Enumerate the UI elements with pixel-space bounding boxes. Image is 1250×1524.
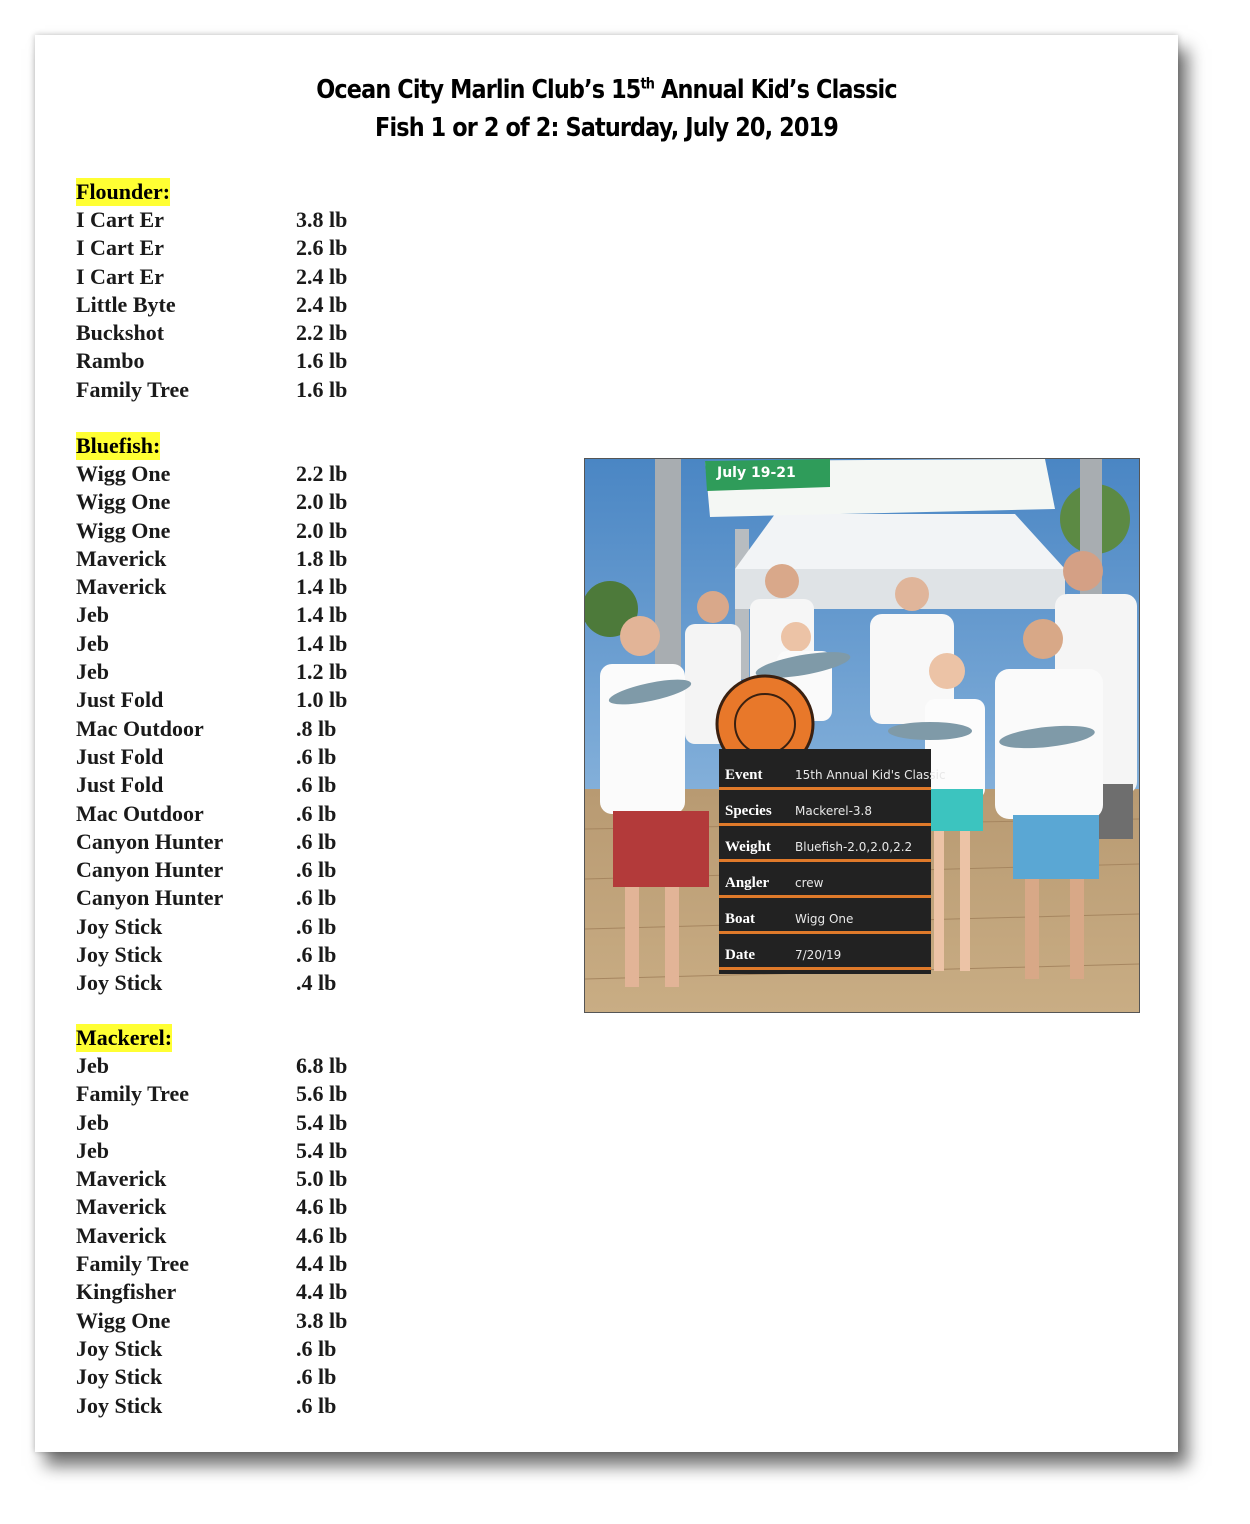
boat-name: Maverick: [76, 1166, 167, 1192]
fish-weight: 5.6 lb: [296, 1081, 348, 1107]
boat-name: Just Fold: [76, 772, 164, 798]
result-row: [76, 234, 347, 262]
board-value: 15th Annual Kid's Classic: [795, 768, 946, 782]
document-page: [35, 35, 1178, 1452]
result-row: [76, 630, 347, 658]
fish-weight: 4.4 lb: [296, 1279, 348, 1305]
boat-name: Joy Stick: [76, 1335, 163, 1361]
result-row: [76, 1052, 347, 1080]
title-line-1: Ocean City Marlin Club’s 15th Annual Kid’s Classic: [316, 74, 897, 105]
boat-name: I Cart Er: [76, 207, 164, 232]
banner-text: July 19-21: [717, 465, 796, 481]
fish-weight: 6.8 lb: [296, 1053, 348, 1078]
fish-weight: 2.6 lb: [296, 235, 348, 261]
result-row: [76, 771, 347, 799]
fish-weight: 5.0 lb: [296, 1166, 348, 1192]
fish-weight: 1.8 lb: [296, 545, 348, 571]
board-value: Mackerel-3.8: [795, 804, 873, 818]
result-row: [76, 1222, 347, 1250]
fish-weight: 1.4 lb: [296, 574, 348, 600]
fish-weight: .6 lb: [296, 800, 337, 826]
fish-weight: 2.4 lb: [296, 263, 348, 289]
fish-weight: 2.0 lb: [296, 489, 348, 515]
fish-weight: .6 lb: [296, 1335, 337, 1361]
result-row: [76, 1278, 347, 1306]
fish-weight: .6 lb: [296, 1392, 337, 1418]
fish-weight: 5.4 lb: [296, 1109, 348, 1135]
fish-weight: .8 lb: [296, 715, 337, 741]
boat-name: Jeb: [76, 630, 109, 656]
boat-name: Joy Stick: [76, 942, 163, 968]
fish-weight: 1.0 lb: [296, 687, 348, 713]
boat-name: Jeb: [76, 1137, 109, 1163]
fish-weight: .6 lb: [296, 1364, 337, 1390]
boat-name: I Cart Er: [76, 263, 164, 289]
fish-weight: .4 lb: [296, 970, 337, 996]
boat-name: Joy Stick: [76, 1364, 163, 1390]
result-row: [76, 800, 347, 828]
fish-weight: 1.4 lb: [296, 602, 348, 628]
board-stripe: [719, 823, 931, 826]
boat-name: Kingfisher: [76, 1279, 177, 1305]
fish-weight: 4.6 lb: [296, 1194, 348, 1220]
board-value: crew: [795, 876, 824, 890]
result-row: [76, 1109, 347, 1137]
board-label: Event: [725, 767, 763, 783]
board-label: Date: [725, 947, 755, 963]
boat-name: Just Fold: [76, 687, 164, 713]
fish-weight: .6 lb: [296, 828, 337, 854]
board-stripe: [719, 859, 931, 862]
fish-weight: 1.6 lb: [296, 376, 348, 402]
boat-name: Wigg One: [76, 461, 171, 486]
result-row: [76, 969, 347, 997]
result-row: [76, 263, 347, 291]
boat-name: Canyon Hunter: [76, 828, 224, 854]
section-heading: Mackerel:: [76, 1025, 173, 1050]
flounder-section: [76, 178, 347, 404]
boat-name: Jeb: [76, 659, 109, 685]
result-row: [76, 1392, 347, 1420]
boat-name: Maverick: [76, 1222, 167, 1248]
boat-name: Jeb: [76, 1053, 109, 1078]
result-row: [76, 517, 347, 545]
result-row: [76, 573, 347, 601]
fish-weight: .6 lb: [296, 885, 337, 911]
result-row: [76, 1080, 347, 1108]
result-row: [76, 856, 347, 884]
fish-weight: 2.4 lb: [296, 291, 348, 317]
boat-name: Maverick: [76, 1194, 167, 1220]
result-row: [76, 206, 347, 234]
result-row: [76, 319, 347, 347]
result-row: [76, 658, 347, 686]
fish-weight: .6 lb: [296, 942, 337, 968]
tournament-photo: [584, 458, 1140, 1013]
fish-weight: 3.8 lb: [296, 207, 348, 232]
result-row: [76, 884, 347, 912]
board-label: Boat: [725, 911, 755, 927]
result-row: [76, 347, 347, 375]
fish-weight: .6 lb: [296, 743, 337, 769]
boat-name: Just Fold: [76, 743, 164, 769]
board-stripe: [719, 967, 931, 970]
board-stripe: [719, 931, 931, 934]
fish-weight: 1.6 lb: [296, 348, 348, 374]
result-row: [76, 828, 347, 856]
result-row: [76, 743, 347, 771]
boat-name: Wigg One: [76, 1307, 171, 1333]
boat-name: Rambo: [76, 348, 145, 374]
chalkboard: [719, 749, 946, 974]
fish-weight: 4.6 lb: [296, 1222, 348, 1248]
board-value: Bluefish-2.0,2.0,2.2: [795, 840, 913, 854]
result-row: [76, 941, 347, 969]
boat-name: Jeb: [76, 602, 109, 628]
board-value: Wigg One: [795, 912, 854, 926]
result-row: [76, 1363, 347, 1391]
fish-weight: 3.8 lb: [296, 1307, 348, 1333]
bluefish-section: [76, 432, 347, 998]
board-label: Species: [725, 803, 772, 819]
boat-name: Canyon Hunter: [76, 857, 224, 883]
title-line-2: Fish 1 or 2 of 2: Saturday, July 20, 2019: [375, 113, 838, 143]
boat-name: Maverick: [76, 574, 167, 600]
boat-name: Joy Stick: [76, 970, 163, 996]
fish-weight: 1.2 lb: [296, 659, 348, 685]
boat-name: Mac Outdoor: [76, 800, 204, 826]
boat-name: Canyon Hunter: [76, 885, 224, 911]
result-row: [76, 1307, 347, 1335]
result-row: [76, 1335, 347, 1363]
result-row: [76, 715, 347, 743]
boat-name: Family Tree: [76, 376, 190, 402]
result-row: [76, 545, 347, 573]
boat-name: Family Tree: [76, 1251, 190, 1277]
boat-name: Mac Outdoor: [76, 715, 204, 741]
boat-name: Buckshot: [76, 320, 165, 346]
board-value: 7/20/19: [795, 948, 842, 962]
board-label: Angler: [725, 875, 770, 891]
result-row: [76, 1165, 347, 1193]
boat-name: Maverick: [76, 545, 167, 571]
result-row: [76, 376, 347, 404]
fish-weight: 4.4 lb: [296, 1251, 348, 1277]
fish-weight: 1.4 lb: [296, 630, 348, 656]
boat-name: Jeb: [76, 1109, 109, 1135]
fish-weight: 5.4 lb: [296, 1137, 348, 1163]
board-label: Weight: [725, 839, 771, 855]
boat-name: Joy Stick: [76, 1392, 163, 1418]
result-row: [76, 1137, 347, 1165]
section-heading: Bluefish:: [76, 433, 161, 458]
fish-weight: .6 lb: [296, 772, 337, 798]
fish-weight: .6 lb: [296, 913, 337, 939]
result-row: [76, 488, 347, 516]
boat-name: Family Tree: [76, 1081, 190, 1107]
result-row: [76, 913, 347, 941]
boat-name: I Cart Er: [76, 235, 164, 261]
boat-name: Wigg One: [76, 517, 171, 543]
result-row: [76, 1250, 347, 1278]
section-heading: Flounder:: [76, 179, 171, 204]
result-row: [76, 601, 347, 629]
board-stripe: [719, 895, 931, 898]
result-row: [76, 1193, 347, 1221]
boat-name: Wigg One: [76, 489, 171, 515]
board-stripe: [719, 787, 931, 790]
fish-weight: 2.2 lb: [296, 461, 348, 486]
fish-weight: 2.2 lb: [296, 320, 348, 346]
result-row: [76, 291, 347, 319]
boat-name: Joy Stick: [76, 913, 163, 939]
fish-weight: 2.0 lb: [296, 517, 348, 543]
result-row: [76, 686, 347, 714]
mackerel-section: [76, 1024, 347, 1420]
fish-weight: .6 lb: [296, 857, 337, 883]
boat-name: Little Byte: [76, 291, 176, 317]
result-row: [76, 460, 347, 488]
